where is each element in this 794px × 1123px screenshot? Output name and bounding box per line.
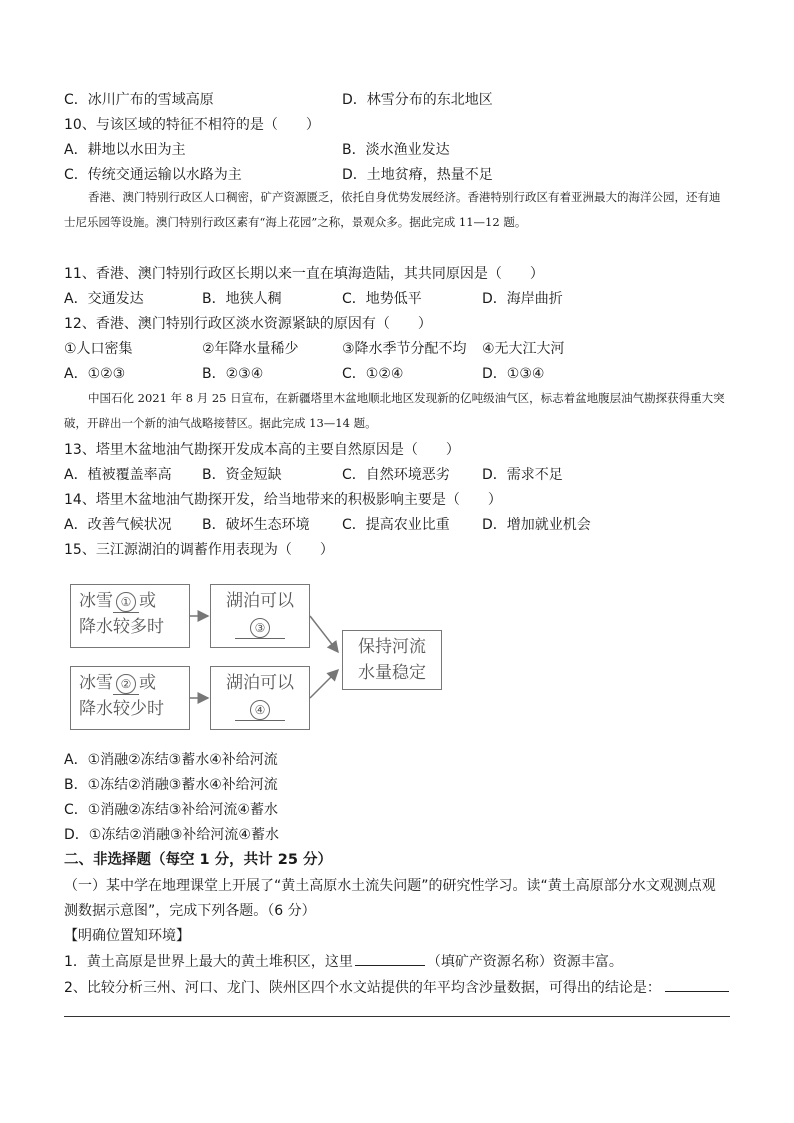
answer-blank-1[interactable] [355, 951, 425, 966]
q12-option-a: A．①②③ [64, 366, 126, 382]
q14-option-d: D．增加就业机会 [482, 517, 591, 533]
q10-option-b: B．淡水渔业发达 [342, 142, 450, 158]
section2-intro-2: 测数据示意图”，完成下列各题。（6 分） [64, 903, 316, 919]
q14-option-c: C．提高农业比重 [342, 517, 450, 533]
result-line1: 保持河流 [358, 637, 426, 657]
q11-option-a: A．交通发达 [64, 291, 144, 307]
section2-q2 [64, 977, 729, 998]
section2-intro-1: （一）某中学在地理课堂上开展了“黄土高原水土流失问题”的研究性学习。读“黄土高原部分水文观测点观 [64, 878, 716, 894]
q13-option-d: D．需求不足 [482, 467, 563, 483]
box2-line1: 湖泊可以 [226, 591, 294, 611]
section2-q2-text: 2、比较分析三州、河口、龙门、陕州区四个水文站提供的年平均含沙量数据，可得出的结论是： [64, 980, 661, 996]
passage-13-14: 中国石化 2021 年 8 月 25 日宣布，在新疆塔里木盆地顺北地区发现新的亿吨级油气区，标志着盆地腹层油气勘探获得重大突破，开辟出一个新的油气战略接替区。据此完成 13—14 题。 [64, 391, 725, 430]
box3-pre: 冰雪 [79, 673, 113, 693]
result-line2: 水量稳定 [358, 663, 426, 683]
answer-blank-2[interactable] [665, 977, 729, 992]
q15-stem: 15、三江源湖泊的调蓄作用表现为（ ） [64, 542, 334, 558]
q10-option-a: A．耕地以水田为主 [64, 142, 186, 158]
q12-item-4: ④无大江大河 [482, 341, 565, 357]
q10-stem: 10、与该区域的特征不相符的是（ ） [64, 117, 320, 133]
section2-subhead: 【明确位置知环境】 [64, 928, 190, 944]
q11-option-d: D．海岸曲折 [482, 291, 563, 307]
marker-1: ① [116, 592, 136, 612]
q9-option-c: C．冰川广布的雪域高原 [64, 92, 214, 108]
box-result [342, 630, 442, 690]
q13-option-c: C．自然环境恶劣 [342, 467, 450, 483]
bottom-rule [64, 1016, 730, 1017]
section2-heading: 二、非选择题（每空 1 分，共计 25 分） [64, 852, 332, 868]
q15-option-c: C．①消融②冻结③补给河流④蓄水 [64, 802, 278, 818]
q11-option-b: B．地狭人稠 [202, 291, 282, 307]
q14-option-b: B．破坏生态环境 [202, 517, 310, 533]
box-lake-supply [210, 666, 310, 730]
box1-pre: 冰雪 [79, 591, 113, 611]
q15-option-b: B．①冻结②消融③蓄水④补给河流 [64, 777, 278, 793]
q12-item-3: ③降水季节分配不均 [342, 341, 467, 357]
box3-line2: 降水较少时 [79, 699, 164, 719]
q11-option-c: C．地势低平 [342, 291, 422, 307]
marker-3: ③ [250, 618, 270, 638]
q14-option-a: A．改善气候状况 [64, 517, 172, 533]
marker-4: ④ [250, 700, 270, 720]
section2-q1-pre: 1．黄土高原是世界上最大的黄土堆积区，这里 [64, 954, 353, 970]
q14-stem: 14、塔里木盆地油气勘探开发，给当地带来的积极影响主要是（ ） [64, 492, 502, 508]
arrow-3-to-result [310, 616, 338, 652]
box-more-precipitation [70, 584, 190, 648]
box1-post: 或 [139, 591, 156, 611]
q10-option-d: D．土地贫瘠，热量不足 [342, 167, 493, 183]
q11-stem: 11、香港、澳门特别行政区长期以来一直在填海造陆，其共同原因是（ ） [64, 266, 544, 282]
box-lake-store [210, 584, 310, 648]
q12-option-d: D．①③④ [482, 366, 545, 382]
q13-option-b: B．资金短缺 [202, 467, 282, 483]
arrow-4-to-result [310, 670, 338, 698]
q15-option-a: A．①消融②冻结③蓄水④补给河流 [64, 752, 278, 768]
q13-stem: 13、塔里木盆地油气勘探开发成本高的主要自然原因是（ ） [64, 442, 460, 458]
box1-line2: 降水较多时 [79, 617, 164, 637]
section2-q1 [64, 951, 623, 972]
q9-option-d: D．林雪分布的东北地区 [342, 92, 493, 108]
q12-option-c: C．①②④ [342, 366, 404, 382]
box4-line1: 湖泊可以 [226, 673, 294, 693]
box-less-precipitation [70, 666, 190, 730]
q15-option-d: D．①冻结②消融③补给河流④蓄水 [64, 827, 279, 843]
marker-2: ② [116, 674, 136, 694]
section2-q1-post: （填矿产资源名称）资源丰富。 [426, 954, 623, 970]
q13-option-a: A．植被覆盖率高 [64, 467, 172, 483]
q12-item-2: ②年降水量稀少 [202, 341, 299, 357]
passage-11-12: 香港、澳门特别行政区人口稠密，矿产资源匮乏，依托自身优势发展经济。香港特别行政区有着亚洲最大的海洋公园，还有迪士尼乐园等设施。澳门特别行政区素有“海上花园”之称，景观众多。据此完成 11—12 题。 [64, 190, 721, 229]
q10-option-c: C．传统交通运输以水路为主 [64, 167, 242, 183]
lake-regulation-diagram [70, 578, 460, 738]
q12-option-b: B．②③④ [202, 366, 264, 382]
q12-item-1: ①人口密集 [64, 341, 133, 357]
box3-post: 或 [139, 673, 156, 693]
q12-stem: 12、香港、澳门特别行政区淡水资源紧缺的原因有（ ） [64, 316, 432, 332]
